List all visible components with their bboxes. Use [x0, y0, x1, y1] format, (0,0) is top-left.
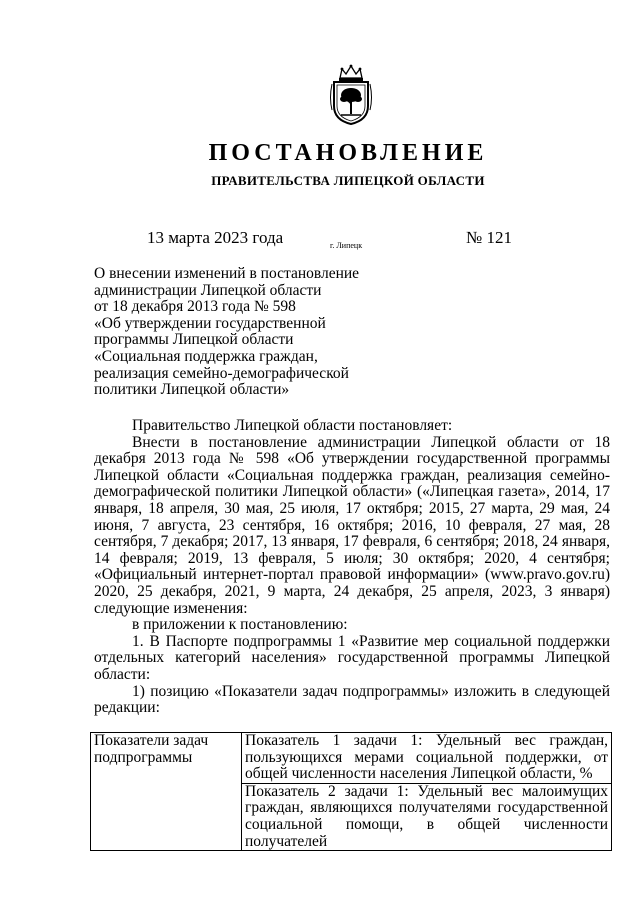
table-cell-label: Показатели задач подпрограммы [91, 733, 242, 851]
coat-of-arms-emblem [326, 64, 376, 126]
body-paragraph: Внести в постановление администрации Липецкой области от 18 декабря 2013 года № 598 «Об утверждении государственной программы Липецкой области «Социальная поддержка граждан, реализация семейно-демографической политики Липецкой области» («Липецкая газета», 2014, 17 января, 18 апреля, 30 мая, 25 июля, 17 октября; 2015, 27 марта, 29 мая, 24 июня, 7 августа, 23 сентября, 16 октября; 2016, 10 февраля, 27 мая, 28 сентября, 7 декабря; 2017, 13 января, 17 февраля, 6 сентября; 2018, 24 января, 14 февраля; 2019, 13 февраля, 5 июля; 30 октября; 2020, 4 сентября; «Официальный интернет-портал правовой информации» (www.pravo.gov.ru) 2020, 25 декабря, 2021, 9 марта, 24 декабря, 25 апреля, 2023, 3 января) следующие изменения: [94, 433, 610, 617]
document-number: № 121 [466, 228, 512, 247]
subject-line: «Об утверждении государственной [94, 314, 326, 332]
table-cell-indicator: Показатель 1 задачи 1: Удельный вес граждан, пользующихся мерами социальной поддержки, от общей численности населения Липецкой области, % [242, 733, 612, 784]
subject-line: политики Липецкой области» [94, 381, 290, 399]
subject-line: программы Липецкой области [94, 331, 294, 349]
subject-line: О внесении изменений в постановление [94, 265, 360, 282]
subject-line: от 18 декабря 2013 года № 598 [94, 298, 296, 316]
document-city: г. Липецк [330, 241, 363, 250]
body-paragraph: 1) позицию «Показатели задач подпрограммы» изложить в следующей редакции: [94, 682, 610, 717]
subject-line: реализация семейно-демографической [94, 364, 349, 382]
document-date: 13 марта 2023 года [147, 228, 284, 247]
body-paragraph: 1. В Паспорте подпрограммы 1 «Развитие мер социальной поддержки отдельных категорий населения» государственной программы Липецкой области: [94, 632, 610, 683]
document-body [94, 418, 610, 717]
indicators-table [90, 732, 612, 851]
body-paragraph: в приложении к постановлению: [132, 616, 348, 634]
document-title: ПОСТАНОВЛЕНИЕ [208, 140, 488, 166]
body-paragraph: Правительство Липецкой области постановляет: [132, 417, 453, 434]
table-row [91, 733, 612, 784]
subject-line: «Социальная поддержка граждан, [94, 347, 318, 365]
subject-line: администрации Липецкой области [94, 281, 322, 299]
document-subject [94, 266, 394, 399]
document-subtitle: ПРАВИТЕЛЬСТВА ЛИПЕЦКОЙ ОБЛАСТИ [211, 173, 485, 188]
table-cell-indicator: Показатель 2 задачи 1: Удельный вес малоимущих граждан, являющихся получателями государственной социальной помощи, в общей численности получателей [242, 783, 612, 850]
